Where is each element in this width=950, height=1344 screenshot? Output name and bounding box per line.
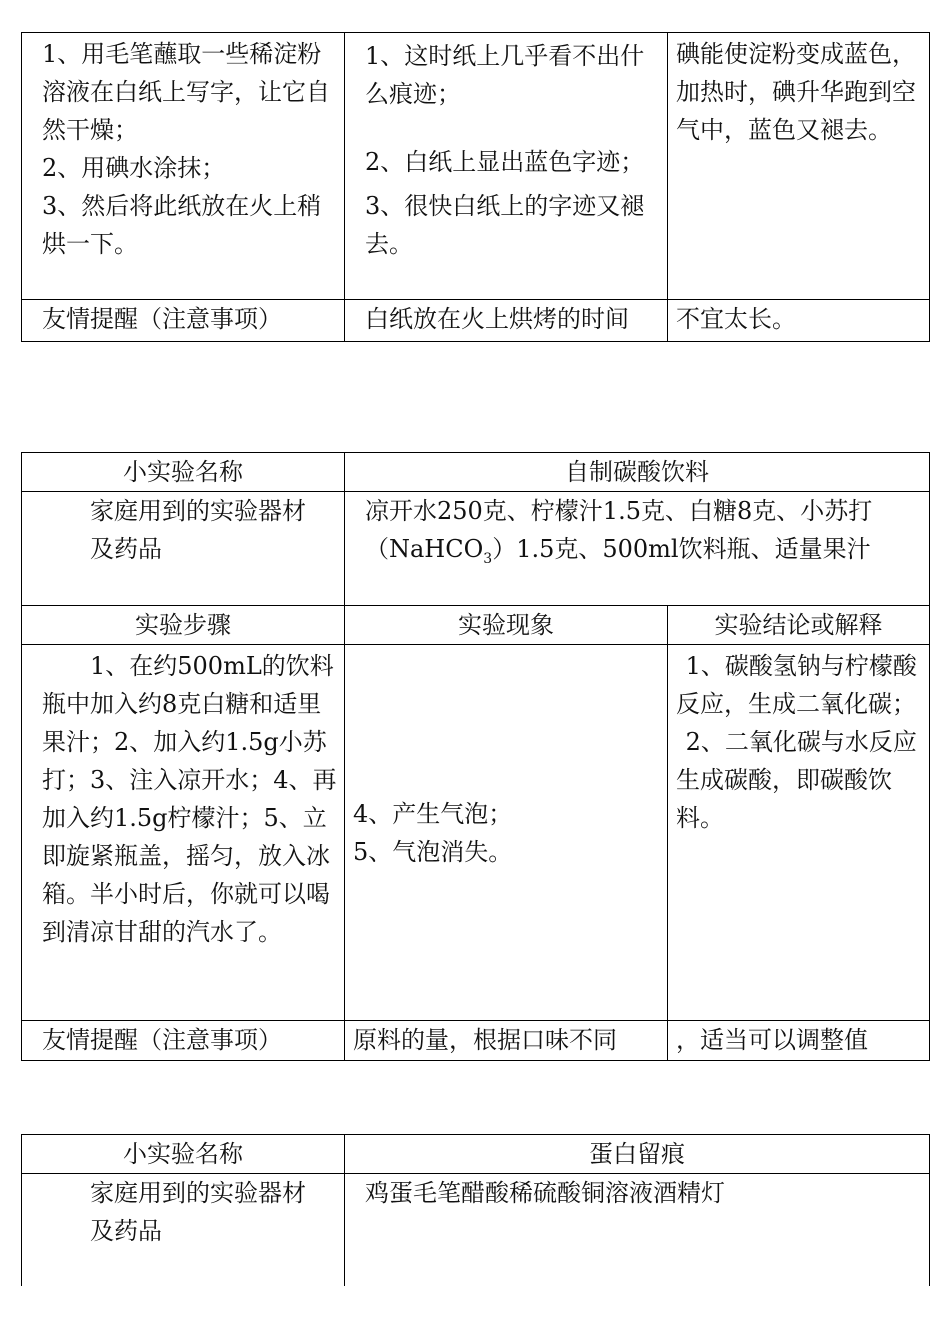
reminder-text-2: ，适当可以调整值 (668, 1021, 930, 1061)
steps-cell (22, 33, 345, 300)
phenomenon-2: 2、白纸上显出蓝色字迹； (365, 148, 645, 176)
materials-label: 家庭用到的实验器材 及药品 (22, 492, 345, 606)
phenomenon-4: 4、产生气泡； (353, 799, 513, 828)
phenomenon-5: 5、气泡消失。 (353, 837, 513, 866)
experiment-name: 蛋白留痕 (345, 1135, 930, 1174)
name-label: 小实验名称 (22, 453, 345, 492)
materials-label: 家庭用到的实验器材 及药品 (22, 1174, 345, 1286)
reminder-text: 白纸放在火上烘烤的时间 (345, 300, 668, 342)
experiment-name: 自制碳酸饮料 (345, 453, 930, 492)
col-header-phenomena: 实验现象 (345, 606, 668, 645)
conclusion-1: 1、碳酸氢钠与柠檬酸反应，生成二氧化碳； (676, 652, 917, 718)
step-1: 1、用毛笔蘸取一些稀淀粉溶液在白纸上写字，让它自然干燥； (42, 40, 330, 144)
conclusion-cell (668, 645, 930, 1021)
experiment-table-1 (21, 32, 930, 342)
conclusion-cell (668, 33, 930, 300)
phenomena-cell (345, 645, 668, 1021)
col-header-steps: 实验步骤 (22, 606, 345, 645)
step-3: 3、然后将此纸放在火上稍烘一下。 (42, 192, 322, 258)
phenomenon-1: 1、这时纸上几乎看不出什么痕迹； (365, 42, 645, 108)
experiment-table-2 (21, 452, 930, 1061)
col-header-conclusion: 实验结论或解释 (668, 606, 930, 645)
reminder-text-2: 不宜太长。 (668, 300, 930, 342)
materials-value: 鸡蛋毛笔醋酸稀硫酸铜溶液酒精灯 (345, 1174, 930, 1286)
steps-cell: 1、在约500mL的饮料瓶中加入约8克白糖和适里果汁；2、加入约1.5g小苏打；3、注入凉开水；4、再加入约1.5g柠檬汁；5、立即旋紧瓶盖，摇匀，放入冰箱。半小时后，你就可以喝到清凉甘甜的汽水了。 (22, 645, 345, 1021)
experiment-table-3 (21, 1134, 930, 1286)
reminder-text: 原料的量，根据口味不同 (345, 1021, 668, 1061)
step-2: 2、用碘水涂抹； (42, 154, 226, 182)
materials-value: 凉开水250克、柠檬汁1.5克、白糖8克、小苏打（NaHCO$_3$）1.5克、500ml饮料瓶、适量果汁 (345, 492, 930, 606)
phenomena-cell (345, 33, 668, 300)
conclusion-text: 碘能使淀粉变成蓝色，加热时，碘升华跑到空气中，蓝色又褪去。 (676, 40, 916, 144)
phenomenon-3: 3、很快白纸上的字迹又褪去。 (365, 192, 645, 258)
reminder-label: 友情提醒（注意事项） (22, 1021, 345, 1061)
conclusion-2: 2、二氧化碳与水反应生成碳酸，即碳酸饮料。 (676, 728, 917, 832)
reminder-label: 友情提醒（注意事项） (22, 300, 345, 342)
name-label: 小实验名称 (22, 1135, 345, 1174)
